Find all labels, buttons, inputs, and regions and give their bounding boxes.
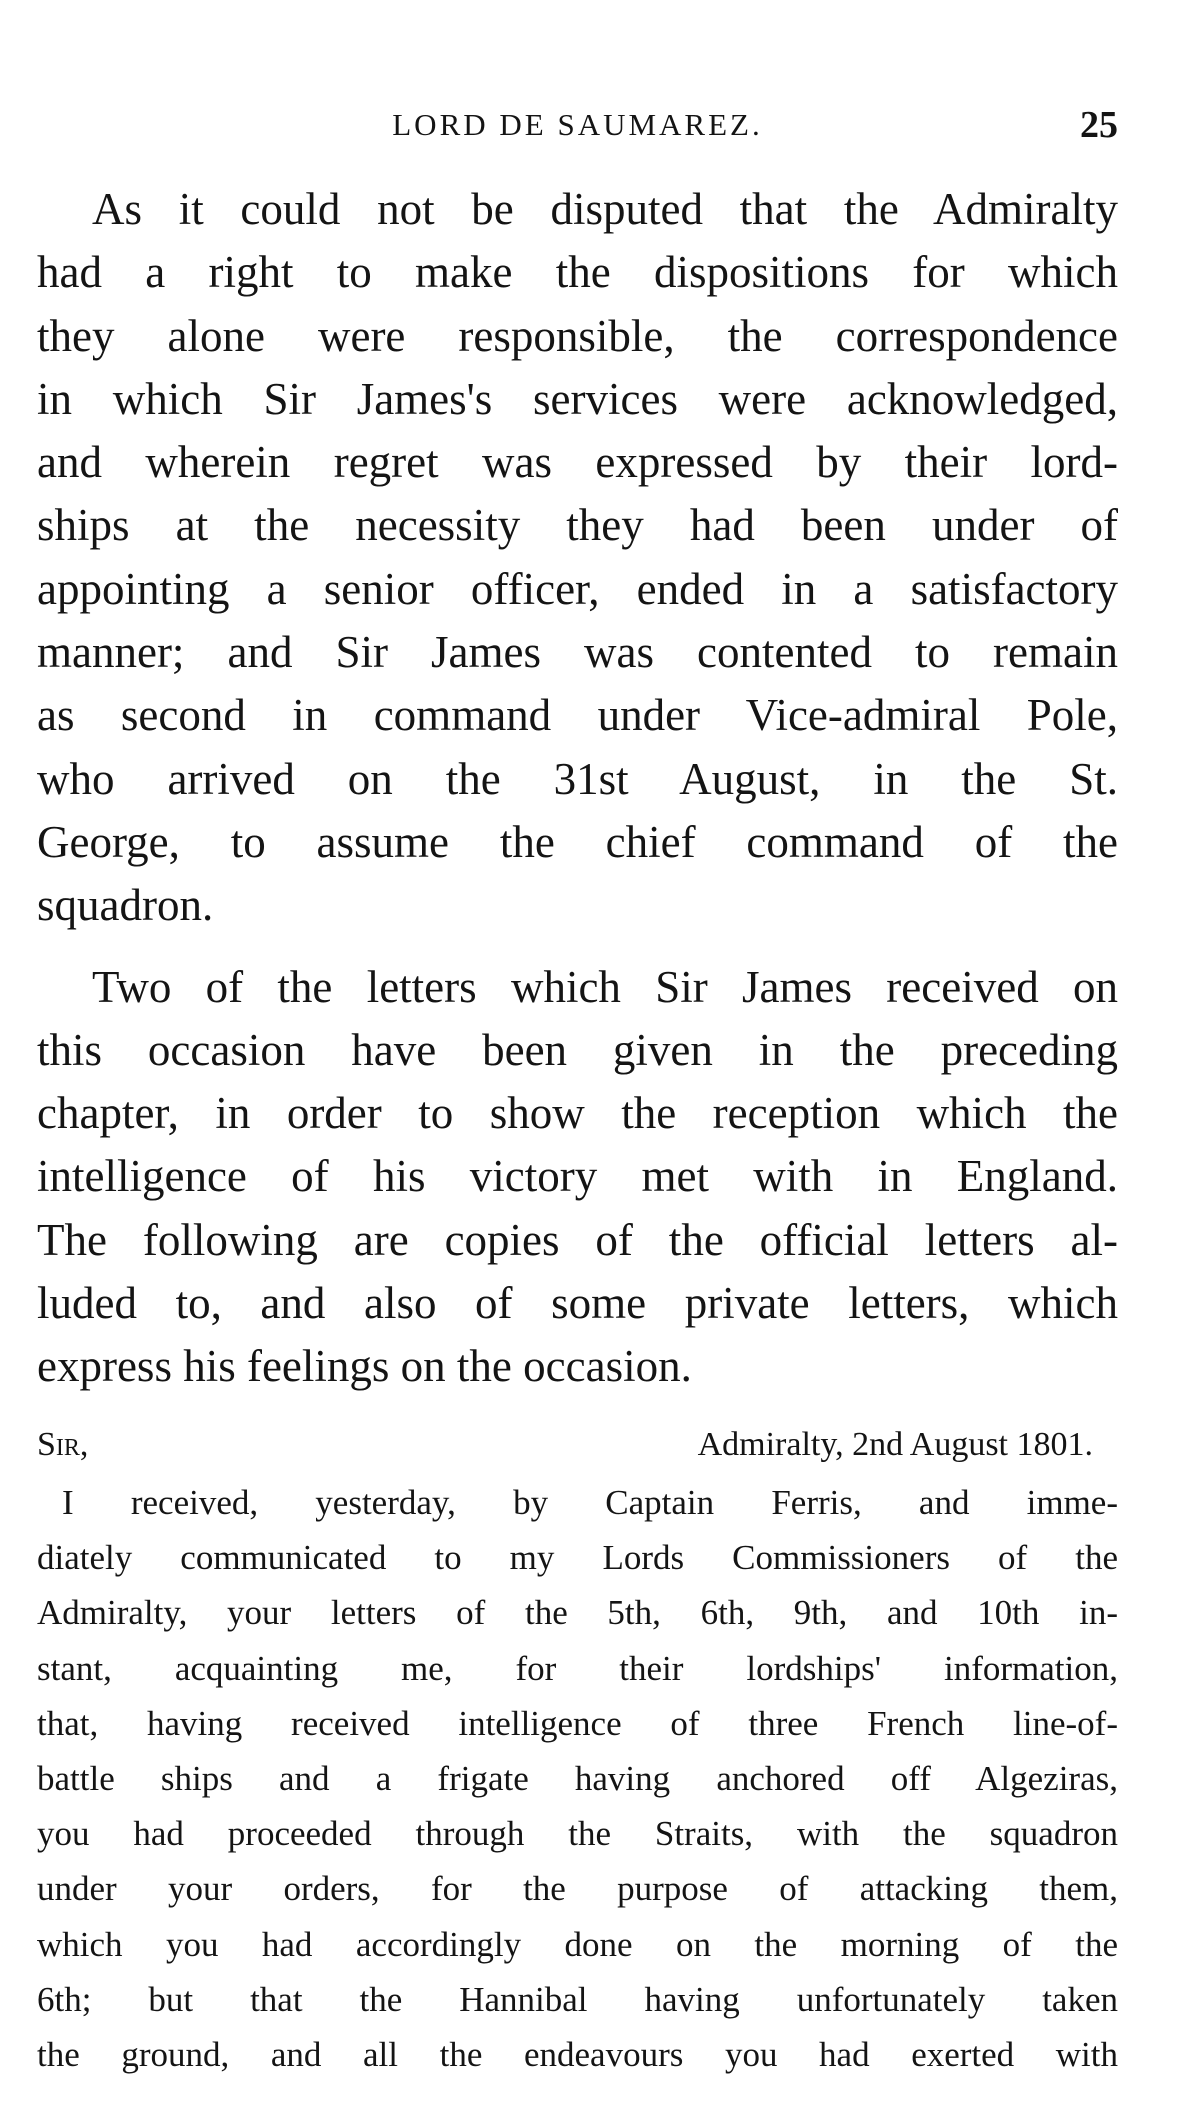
text-line: and wherein regret was expressed by their lord- <box>37 437 1118 488</box>
text-line: express his feelings on the occasion. <box>37 1341 692 1392</box>
letter-line: you had proceeded through the Straits, with the squadron <box>37 1814 1118 1854</box>
letter-line: battle ships and a frigate having anchored off Algeziras, <box>37 1758 1118 1798</box>
paragraph-1 <box>37 178 1118 938</box>
letter-line: that, having received intelligence of three French line-of- <box>37 1703 1118 1743</box>
text-line: had a right to make the dispositions for which <box>37 247 1118 298</box>
text-line: who arrived on the 31st August, in the St. <box>37 753 1118 804</box>
letter-salutation: Sir, <box>37 1426 89 1463</box>
text-line: chapter, in order to show the reception which the <box>37 1088 1118 1139</box>
text-line: as second in command under Vice-admiral Pole, <box>37 690 1118 741</box>
running-title: LORD DE SAUMAREZ. <box>392 107 763 142</box>
letter-dateline: Admiralty, 2nd August 1801. <box>697 1426 1093 1463</box>
text-line: The following are copies of the official letters al- <box>37 1214 1118 1265</box>
letter-line: I received, yesterday, by Captain Ferris, and imme- <box>62 1483 1118 1522</box>
letter-line: 6th; but that the Hannibal having unfortunately taken <box>37 1979 1118 2019</box>
running-head <box>37 103 1118 153</box>
paragraph-gap <box>37 938 1118 956</box>
letter-line: stant, acquainting me, for their lordships' information, <box>37 1648 1118 1688</box>
text-line: manner; and Sir James was contented to remain <box>37 627 1118 678</box>
text-line: in which Sir James's services were acknowledged, <box>37 373 1118 424</box>
quoted-letter <box>37 1415 1118 2082</box>
letter-line: the ground, and all the endeavours you had exerted with <box>37 2034 1118 2074</box>
letter-line: diately communicated to my Lords Commissioners of the <box>37 1538 1118 1578</box>
text-line: Two of the letters which Sir James received on <box>92 961 1118 1012</box>
body-text <box>37 178 1118 1399</box>
letter-heading <box>37 1415 1118 1475</box>
text-line: ships at the necessity they had been under of <box>37 500 1118 551</box>
text-line: As it could not be disputed that the Admiralty <box>92 184 1118 234</box>
text-line: this occasion have been given in the preceding <box>37 1024 1118 1075</box>
text-line: they alone were responsible, the correspondence <box>37 310 1118 361</box>
letter-line: which you had accordingly done on the morning of the <box>37 1924 1118 1964</box>
text-line: appointing a senior officer, ended in a satisfactory <box>37 563 1118 614</box>
text-line: luded to, and also of some private letters, which <box>37 1278 1118 1329</box>
text-line: squadron. <box>37 880 214 931</box>
letter-line: under your orders, for the purpose of attacking them, <box>37 1869 1118 1909</box>
letter-line: Admiralty, your letters of the 5th, 6th, 9th, and 10th in- <box>37 1593 1118 1633</box>
paragraph-2 <box>37 956 1118 1399</box>
text-line: George, to assume the chief command of the <box>37 816 1118 867</box>
text-line: intelligence of his victory met with in England. <box>37 1151 1118 1202</box>
page-number: 25 <box>1080 104 1118 146</box>
